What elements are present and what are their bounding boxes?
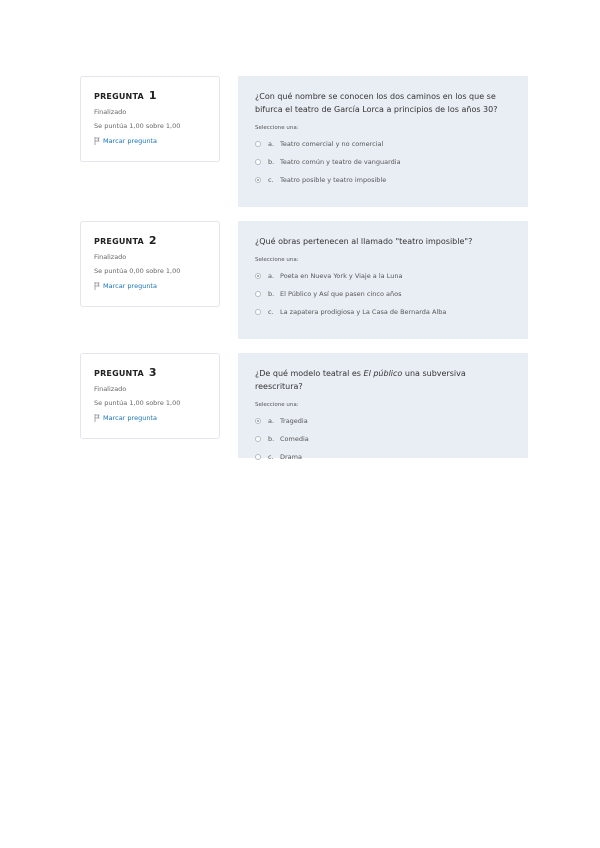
answer-option-b[interactable] xyxy=(255,285,512,303)
question-state: Finalizado xyxy=(94,253,127,261)
flag-question-link[interactable] xyxy=(94,414,207,422)
radio-button[interactable] xyxy=(255,177,261,183)
answer-option-c[interactable] xyxy=(255,171,512,189)
question-info-2 xyxy=(80,221,220,307)
question-number: 1 xyxy=(148,89,157,102)
answer-text: Tragedia xyxy=(280,417,308,425)
answer-letter: a. xyxy=(268,140,275,148)
flag-label: Marcar pregunta xyxy=(103,414,157,422)
flag-icon xyxy=(94,282,100,290)
flag-question-link[interactable] xyxy=(94,137,207,145)
question-text-part: ¿Con qué nombre se conocen los dos caminos en los que se bifurca el teatro de García Lorca a principios de los años 30? xyxy=(255,92,498,114)
flag-question-link[interactable] xyxy=(94,282,207,290)
answer-list xyxy=(255,135,512,189)
question-content-2 xyxy=(238,221,528,339)
question-state: Finalizado xyxy=(94,385,127,393)
answer-text: Teatro común y teatro de vanguardia xyxy=(280,158,401,166)
question-number: 2 xyxy=(148,234,157,247)
radio-button[interactable] xyxy=(255,436,261,442)
answer-option-b[interactable] xyxy=(255,430,512,448)
question-header xyxy=(94,366,207,379)
radio-button[interactable] xyxy=(255,291,261,297)
radio-button[interactable] xyxy=(255,141,261,147)
question-grade: Se puntúa 1,00 sobre 1,00 xyxy=(94,399,181,407)
answer-letter: a. xyxy=(268,417,275,425)
question-number: 3 xyxy=(148,366,157,379)
answer-letter: c. xyxy=(268,176,274,184)
flag-label: Marcar pregunta xyxy=(103,282,157,290)
answer-letter: b. xyxy=(268,435,275,443)
question-content-3 xyxy=(238,353,528,461)
radio-button[interactable] xyxy=(255,273,261,279)
radio-button[interactable] xyxy=(255,309,261,315)
question-label: PREGUNTA xyxy=(94,237,144,246)
answer-option-c[interactable] xyxy=(255,448,512,466)
question-header xyxy=(94,89,207,102)
question-text-part: ¿De qué modelo teatral es xyxy=(255,369,364,378)
question-grade: Se puntúa 1,00 sobre 1,00 xyxy=(94,122,181,130)
question-header xyxy=(94,234,207,247)
select-prompt: Seleccione una: xyxy=(255,257,299,263)
answer-text: Teatro posible y teatro imposible xyxy=(280,176,387,184)
question-info-1 xyxy=(80,76,220,162)
answer-letter: b. xyxy=(268,158,275,166)
radio-button[interactable] xyxy=(255,159,261,165)
question-text-part: una subversiva reescritura? xyxy=(255,369,466,391)
answer-option-a[interactable] xyxy=(255,267,512,285)
question-text-part: ¿Qué obras pertenecen al llamado "teatro imposible"? xyxy=(255,237,473,246)
answer-list xyxy=(255,412,512,466)
answer-text: Teatro comercial y no comercial xyxy=(280,140,384,148)
question-label: PREGUNTA xyxy=(94,369,144,378)
flag-icon xyxy=(94,414,100,422)
question-text xyxy=(255,90,512,116)
answer-text: El Público y Así que pasen cinco años xyxy=(280,290,402,298)
question-label: PREGUNTA xyxy=(94,92,144,101)
answer-text: La zapatera prodigiosa y La Casa de Bernarda Alba xyxy=(280,308,447,316)
answer-text: Poeta en Nueva York y Viaje a la Luna xyxy=(280,272,403,280)
select-prompt: Seleccione una: xyxy=(255,402,299,408)
radio-button[interactable] xyxy=(255,418,261,424)
question-state: Finalizado xyxy=(94,108,127,116)
radio-button[interactable] xyxy=(255,454,261,460)
answer-text: Drama xyxy=(280,453,302,461)
question-text xyxy=(255,235,512,248)
select-prompt: Seleccione una: xyxy=(255,125,299,131)
answer-option-a[interactable] xyxy=(255,412,512,430)
answer-list xyxy=(255,267,512,321)
answer-letter: a. xyxy=(268,272,275,280)
question-text xyxy=(255,367,512,393)
answer-letter: b. xyxy=(268,290,275,298)
flag-icon xyxy=(94,137,100,145)
answer-letter: c. xyxy=(268,308,274,316)
answer-letter: c. xyxy=(268,453,274,461)
answer-option-c[interactable] xyxy=(255,303,512,321)
answer-option-b[interactable] xyxy=(255,153,512,171)
question-grade: Se puntúa 0,00 sobre 1,00 xyxy=(94,267,181,275)
answer-option-a[interactable] xyxy=(255,135,512,153)
question-text-italic: El público xyxy=(363,369,403,378)
question-info-3 xyxy=(80,353,220,439)
answer-text: Comedia xyxy=(280,435,309,443)
question-content-1 xyxy=(238,76,528,207)
flag-label: Marcar pregunta xyxy=(103,137,157,145)
